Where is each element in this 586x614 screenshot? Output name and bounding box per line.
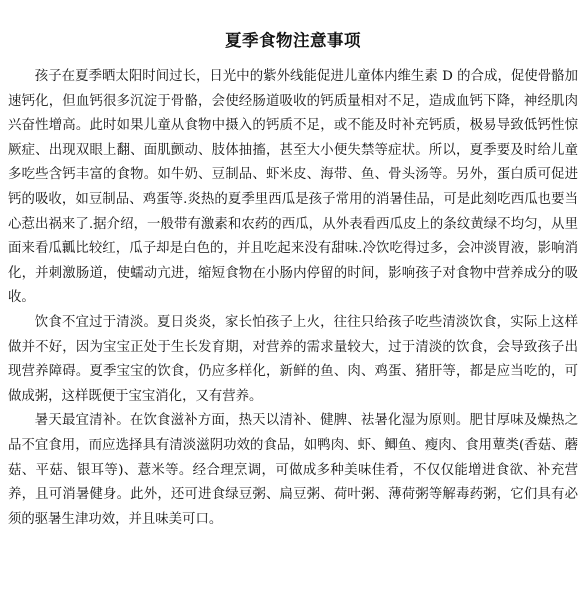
- paragraph-diet-not-bland: 饮食不宜过于清淡。夏日炎炎，家长怕孩子上火，往往只给孩子吃些清淡饮食，实际上这样做并不好，因为宝宝正处于生长发育期，对营养的需求量较大，过于清淡的饮食，会导致孩子出现营养障碍。夏季宝宝的饮食，仍应多样化，新鲜的鱼、肉、鸡蛋、猪肝等，都是应当吃的，可做成粥，这样既便于宝宝消化，又有营养。: [8, 314, 578, 404]
- paragraph-calcium: 孩子在夏季晒太阳时间过长，日光中的紫外线能促进儿童体内维生素 D 的合成，促使骨骼加速钙化，但血钙很多沉淀于骨骼，会使经肠道吸收的钙质量相对不足，造成血钙下降，神经肌肉兴奋性增高。此时如果儿童从食物中摄入的钙质不足，或不能及时补充钙质，极易导致低钙性惊厥症、出现双眼上翻、面肌颤动、肢体抽搐，甚至大小便失禁等症状。所以，夏季要及时给儿童多吃些含钙丰富的食物。如牛奶、豆制品、虾米皮、海带、鱼、骨头汤等。另外，蛋白质可促进钙的吸收，如豆制品、鸡蛋等.炎热的夏季里西瓜是孩子常用的消暑佳品，可是此刻吃西瓜也要当心惹出祸来了.据介绍，一般带有激素和农药的西瓜，从外表看西瓜皮上的条纹黄绿不均匀，从里面来看瓜瓤比较红，瓜子却是白色的，并且吃起来没有甜味.冷饮吃得过多，会冲淡胃液，影响消化，并刺激肠道，使蠕动亢进，缩短食物在小肠内停留的时间，影响孩子对食物中营养成分的吸收。: [8, 69, 578, 306]
- document-title: 夏季食物注意事项: [225, 31, 361, 50]
- paragraph-summer-tonic: 暑天最宜清补。在饮食滋补方面，热天以清补、健脾、祛暑化湿为原则。肥甘厚味及燥热之品不宜食用，而应选择具有清淡滋阴功效的食品，如鸭肉、虾、鲫鱼、瘦肉、食用蕈类(香菇、蘑菇、平菇、银耳等)、薏米等。经合理烹调，可做成多种美味佳肴，不仅仅能增进食欲、补充营养，且可消暑健身。此外，还可进食绿豆粥、扁豆粥、荷叶粥、薄荷粥等解毒药粥，它们具有必须的驱暑生津功效，并且味美可口。: [8, 413, 578, 527]
